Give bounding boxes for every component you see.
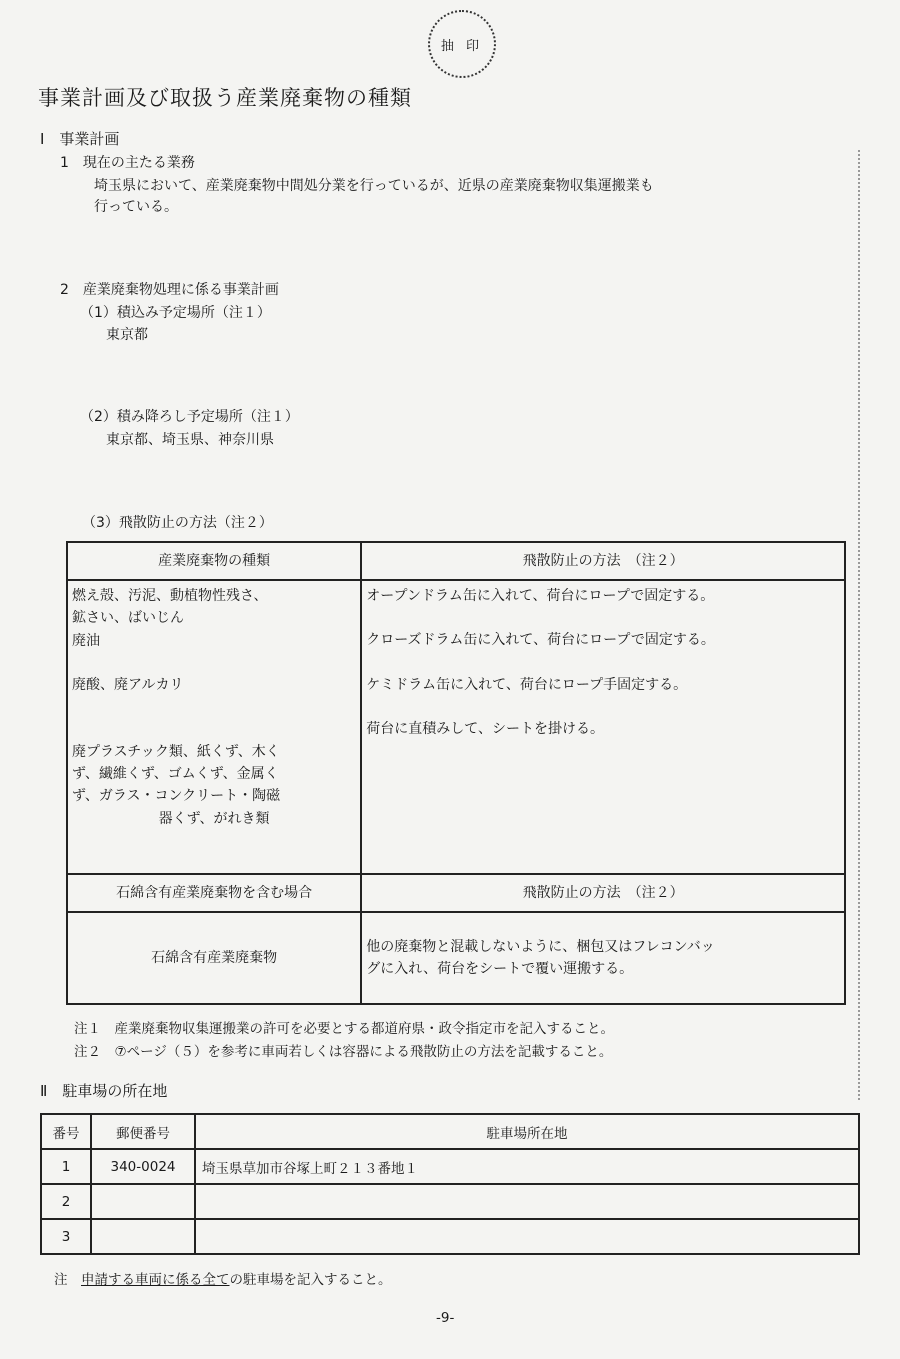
row-address [195,1219,859,1254]
section2-heading: Ⅱ 駐車場の所在地 [40,1082,168,1100]
row-number: 1 [41,1149,91,1184]
parking-location-table [40,1113,860,1255]
sub2-heading: （2）積み降ろし予定場所（注１） [80,409,299,425]
method-line: オープンドラム缶に入れて、荷台にロープで固定する。 [366,588,715,604]
method-line: ケミドラム缶に入れて、荷台にロープ手固定する。 [366,676,688,693]
prevention-methods-cell [361,580,845,874]
waste-types-cell [67,580,361,874]
row-zip: 340-0024 [91,1149,195,1184]
asbestos-method-cell [361,912,845,1004]
waste-type-line: 廃プラスチック類、紙くず、木く [72,743,280,760]
page-title: 事業計画及び取扱う産業廃棄物の種類 [38,86,412,110]
table-row [41,1149,859,1184]
table-row [41,1184,859,1219]
waste-type-line: 廃酸、廃アルカリ [72,677,184,694]
item1-text-line2: 行っている。 [94,199,178,215]
page-number: -9- [436,1310,455,1326]
table1-header-right: 飛散防止の方法 （注２） [361,542,845,580]
table-row [41,1219,859,1254]
row-address: 埼玉県草加市谷塚上町２１３番地１ [195,1149,859,1184]
waste-type-line: 廃油 [72,632,100,649]
waste-type-line: 器くず、がれき類 [158,810,270,827]
scatter-prevention-table [66,541,846,1005]
row-zip [91,1219,195,1254]
row-number: 3 [41,1219,91,1254]
header-zip: 郵便番号 [91,1114,195,1149]
waste-type-line: ず、ガラス・コンクリート・陶磁 [72,788,281,805]
parking-note [54,1268,392,1288]
method-line: 荷台に直積みして、シートを掛ける。 [366,721,604,738]
sub2-value: 東京都、埼玉県、神奈川県 [106,432,274,448]
waste-type-line [72,652,356,674]
header-address: 駐車場所在地 [195,1114,859,1149]
margin-dotted-line [858,150,860,1100]
waste-type-line: 鉱さい、ばいじん [72,610,184,627]
method-line [366,607,840,629]
asbestos-method-line2: グに入れ、荷台をシートで覆い運搬する。 [366,961,634,977]
waste-type-line [72,697,356,719]
table1-header-left: 産業廃棄物の種類 [67,542,361,580]
section1-heading: Ⅰ 事業計画 [40,130,120,148]
waste-type-line [72,719,356,741]
asbestos-waste-cell: 石綿含有産業廃棄物 [67,912,361,1004]
method-line [366,652,840,674]
stamp-text: 抽 印 [440,38,484,54]
parking-note-prefix: 注 [54,1272,81,1288]
parking-note-suffix: の駐車場を記入すること。 [229,1272,392,1288]
method-line: クローズドラム缶に入れて、荷台にロープで固定する。 [366,632,715,649]
waste-type-line: 燃え殻、汚泥、動植物性残さ、 [72,588,268,604]
row-number: 2 [41,1184,91,1219]
sub3-heading: （3）飛散防止の方法（注２） [82,515,273,531]
asbestos-header-left: 石綿含有産業廃棄物を含む場合 [67,874,361,912]
row-zip [91,1184,195,1219]
waste-type-line: ず、繊維くず、ゴムくず、金属く [72,765,279,782]
sub1-heading: （1）積込み予定場所（注１） [80,305,271,321]
item1-heading: 1 現在の主たる業務 [60,155,195,171]
method-line [366,696,840,718]
stamp-seal [428,10,496,78]
item2-heading: 2 産業廃棄物処理に係る事業計画 [60,282,279,298]
row-address [195,1184,859,1219]
asbestos-header-right: 飛散防止の方法 （注２） [361,874,845,912]
header-number: 番号 [41,1114,91,1149]
note-1: 注１ 産業廃棄物収集運搬業の許可を必要とする都道府県・政令指定市を記入すること。 [74,1021,614,1037]
parking-note-underlined: 申請する車両に係る全て [81,1272,230,1288]
item1-text-line1: 埼玉県において、産業廃棄物中間処分業を行っているが、近県の産業廃棄物収集運搬業も [94,178,654,194]
note-2: 注２ ⑦ページ（５）を参考に車両若しくは容器による飛散防止の方法を記載すること。 [74,1044,613,1060]
sub1-value: 東京都 [106,327,148,343]
asbestos-method-line1: 他の廃棄物と混載しないように、梱包又はフレコンバッ [366,938,715,955]
